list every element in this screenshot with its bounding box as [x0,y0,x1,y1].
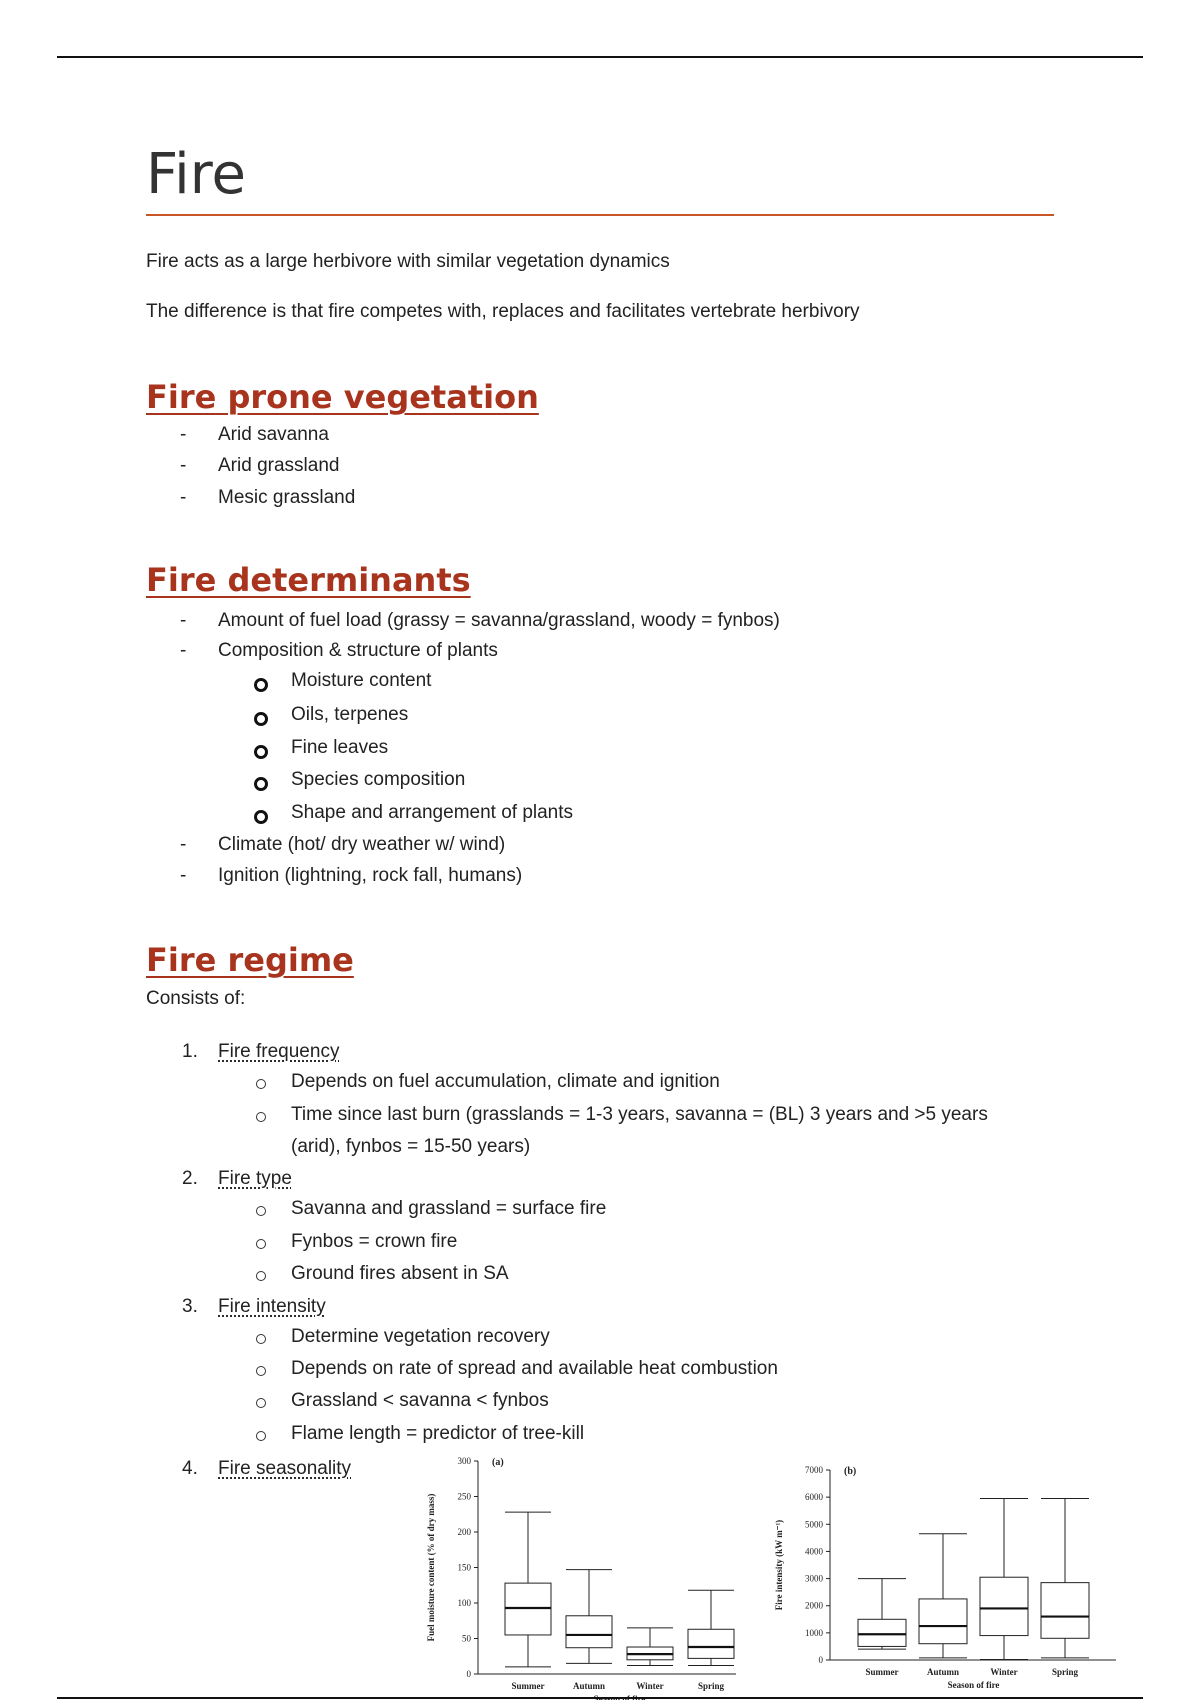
regime-item-label: Fire intensity [218,1296,326,1317]
sub-list-item: Time since last burn (grasslands = 1-3 years, savanna = (BL) 3 years and >5 years [291,1104,988,1125]
y-tick-label: 3000 [805,1573,823,1584]
sub-list-item: Determine vegetation recovery [291,1326,550,1347]
intro-paragraph-2: The difference is that fire competes with, replaces and facilitates vertebrate herbivory [146,301,860,322]
panel-label: (b) [844,1466,857,1477]
bullet-circle-icon [254,777,268,791]
box-autumn [566,1616,612,1648]
y-tick-label: 50 [462,1633,471,1644]
list-bullet: - [180,865,187,886]
list-number: 4. [182,1458,198,1479]
category-label: Winter [636,1681,664,1691]
panel-label: (a) [492,1457,504,1468]
heading-fire-regime: Fire regime [146,941,354,979]
category-label: Autumn [926,1667,960,1677]
category-label: Autumn [572,1681,606,1691]
regime-item-label: Fire type [218,1168,292,1189]
intro-paragraph-1: Fire acts as a large herbivore with similar vegetation dynamics [146,251,670,272]
sub-list-item: Oils, terpenes [291,704,409,725]
category-label: Spring [1051,1667,1079,1677]
chart-fuel-moisture [422,1452,742,1698]
title-rule [146,214,1054,216]
list-item: Mesic grassland [218,487,356,508]
list-item: Arid savanna [218,424,329,445]
sub-list-item: Shape and arrangement of plants [291,802,574,823]
list-item: Climate (hot/ dry weather w/ wind) [218,834,506,855]
sub-list-item: Savanna and grassland = surface fire [291,1198,607,1219]
box-spring [688,1629,734,1658]
bullet-circle-icon [256,1206,266,1216]
list-item: Amount of fuel load (grassy = savanna/grassland, woody = fynbos) [218,610,780,631]
bullet-circle-icon [256,1431,266,1441]
list-item: Arid grassland [218,455,340,476]
bullet-circle-icon [256,1112,266,1122]
y-tick-label: 7000 [805,1465,823,1475]
sub-list-item: Moisture content [291,670,432,691]
category-label: Winter [990,1667,1018,1677]
bottom-rule [57,1697,1143,1699]
page-title: Fire [146,142,246,207]
bullet-circle-icon [256,1398,266,1408]
list-bullet: - [180,455,187,476]
box-summer [858,1619,906,1646]
regime-item-label: Fire seasonality [218,1458,352,1479]
sub-list-item: Grassland < savanna < fynbos [291,1390,549,1411]
list-number: 3. [182,1296,198,1317]
list-item: Ignition (lightning, rock fall, humans) [218,865,523,886]
bullet-circle-icon [256,1239,266,1249]
sub-list-item: Fine leaves [291,737,389,758]
sub-list-item: Fynbos = crown fire [291,1231,458,1252]
y-axis-label: Fire intensity (kW m⁻¹) [774,1519,784,1611]
sub-list-item-continued: (arid), fynbos = 15-50 years) [291,1136,531,1157]
bullet-circle-icon [256,1079,266,1089]
y-tick-label: 0 [466,1669,471,1679]
list-bullet: - [180,487,187,508]
category-label: Spring [697,1681,725,1691]
list-bullet: - [180,424,187,445]
sub-list-item: Ground fires absent in SA [291,1263,509,1284]
list-bullet: - [180,610,187,631]
heading-fire-prone-vegetation: Fire prone vegetation [146,378,539,416]
list-bullet: - [180,640,187,661]
box-winter [980,1577,1028,1635]
list-bullet: - [180,834,187,855]
sub-list-item: Depends on fuel accumulation, climate and ignition [291,1071,720,1092]
box-spring [1041,1583,1089,1639]
y-tick-label: 200 [457,1527,471,1537]
y-tick-label: 4000 [805,1546,823,1557]
y-tick-label: 150 [457,1562,471,1573]
bullet-circle-icon [256,1334,266,1344]
y-axis-label: Fuel moisture content (% of dry mass) [426,1493,436,1642]
regime-item-label: Fire frequency [218,1041,340,1062]
y-tick-label: 6000 [805,1492,823,1503]
y-tick-label: 250 [457,1491,471,1502]
bullet-circle-icon [254,745,268,759]
list-number: 2. [182,1168,198,1189]
y-tick-label: 1000 [805,1627,823,1638]
top-rule [57,56,1143,58]
y-tick-label: 100 [457,1598,471,1608]
list-item: Composition & structure of plants [218,640,498,661]
list-number: 1. [182,1041,198,1062]
category-label: Summer [865,1667,899,1677]
box-autumn [919,1599,967,1644]
sub-list-item: Flame length = predictor of tree-kill [291,1423,585,1444]
category-label: Summer [511,1681,545,1691]
x-axis-label: Season of fire [947,1680,1000,1690]
regime-intro: Consists of: [146,988,246,1009]
heading-fire-determinants: Fire determinants [146,561,471,599]
chart-fire-intensity [770,1452,1120,1698]
bullet-circle-icon [256,1366,266,1376]
bullet-circle-icon [256,1271,266,1281]
sub-list-item: Depends on rate of spread and available heat combustion [291,1358,778,1379]
sub-list-item: Species composition [291,769,466,790]
y-tick-label: 300 [457,1456,471,1466]
bullet-circle-icon [254,712,268,726]
y-tick-label: 5000 [805,1519,823,1530]
y-tick-label: 2000 [805,1600,823,1611]
bullet-circle-icon [254,678,268,692]
y-tick-label: 0 [818,1655,823,1665]
bullet-circle-icon [254,810,268,824]
